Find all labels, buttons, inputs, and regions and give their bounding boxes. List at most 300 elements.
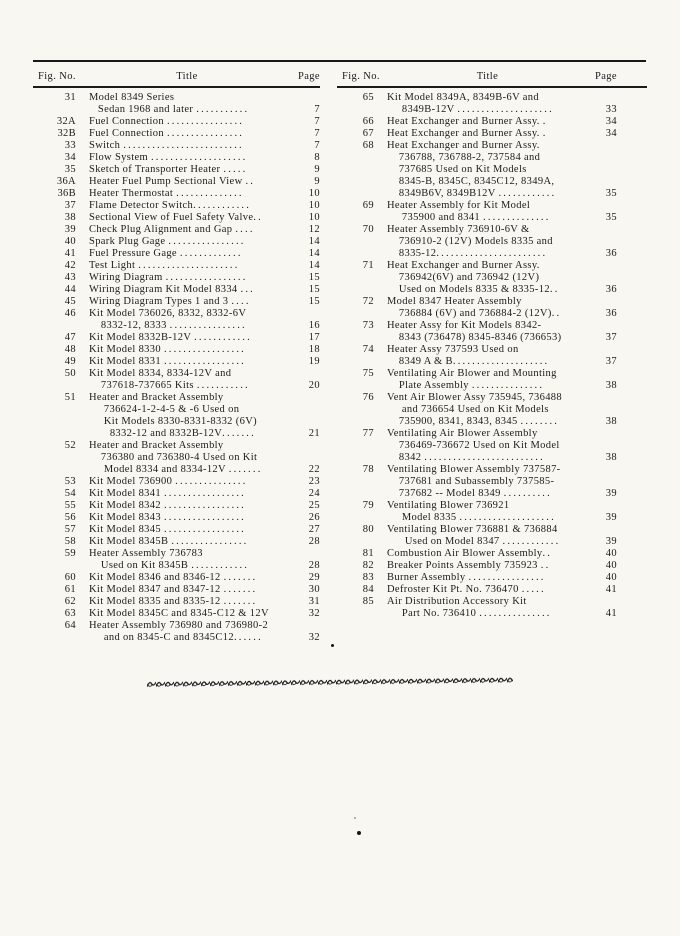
table-row (33, 548, 320, 572)
title-cell (387, 260, 591, 296)
title-line: 737618-737665 Kits ........... (89, 379, 250, 391)
title-line: Kit Model 736900 ............... (89, 475, 248, 487)
page-cell: 41 (605, 583, 617, 595)
page-cell: 36 (605, 283, 617, 295)
title-cell (89, 308, 294, 332)
title-line: Kit Model 8345B ................ (89, 535, 249, 547)
title-cell (387, 128, 591, 140)
title-line: 8343 (736478) 8345-8346 (736653) (387, 331, 562, 343)
table-row (337, 392, 647, 428)
header-page: Page (297, 70, 320, 82)
title-cell (387, 200, 591, 224)
page-cell: 39 (605, 535, 617, 547)
title-line: Test Light ..................... (89, 259, 240, 271)
column-header (33, 66, 320, 86)
title-line: Burner Assembly ................ (387, 571, 546, 583)
page-cell: 9 (314, 175, 320, 187)
table-row (337, 224, 647, 260)
table-row (33, 164, 320, 176)
page-cell: 24 (308, 487, 320, 499)
title-line: 8335-12....................... (387, 247, 548, 259)
title-line: Kit Model 8346 and 8346-12 ....... (89, 571, 258, 583)
fig-no-cell: 59 (64, 547, 76, 559)
fig-no-cell: 82 (362, 559, 374, 571)
page-cell: 15 (308, 283, 320, 295)
title-line: Kit Model 8332B-12V ............ (89, 331, 253, 343)
fig-no-cell: 33 (64, 139, 76, 151)
title-line: Fuel Connection ................ (89, 127, 245, 139)
title-line: 8345-B, 8345C, 8345C12, 8349A, (387, 175, 555, 187)
fig-no-cell: 49 (64, 355, 76, 367)
fig-no-cell: 38 (64, 211, 76, 223)
fig-no-cell: 31 (64, 91, 76, 103)
title-line: Part No. 736410 ............... (387, 607, 552, 619)
page-cell: 35 (605, 187, 617, 199)
title-cell (89, 476, 294, 488)
title-cell (89, 440, 294, 476)
title-cell (387, 548, 591, 560)
title-line: Defroster Kit Pt. No. 736470 ..... (387, 583, 546, 595)
page-cell: 14 (308, 259, 320, 271)
title-cell (387, 464, 591, 500)
fig-no-cell: 37 (64, 199, 76, 211)
title-cell (89, 200, 294, 212)
title-cell (89, 368, 294, 392)
toc-entries-right (337, 92, 647, 620)
scan-speck (354, 817, 356, 819)
title-line: Heat Exchanger and Burner Assy. . (387, 115, 546, 127)
title-cell (89, 596, 294, 608)
title-line: Sectional View of Fuel Safety Valve.. (89, 211, 263, 223)
fig-no-cell: 69 (362, 199, 374, 211)
table-row (337, 428, 647, 464)
table-row (33, 488, 320, 500)
fig-no-cell: 63 (64, 607, 76, 619)
title-line: 8349B6V, 8349B12V ............ (387, 187, 557, 199)
header-rule (33, 86, 320, 88)
fig-no-cell: 84 (362, 583, 374, 595)
fig-no-cell: 41 (64, 247, 76, 259)
title-line: Kit Model 8334, 8334-12V and (89, 367, 232, 379)
table-row (33, 476, 320, 488)
title-cell (89, 236, 294, 248)
title-line: Sedan 1968 and later ........... (89, 103, 250, 115)
title-line: Heater Assy 737593 Used on (387, 343, 519, 355)
scan-speck (331, 644, 334, 647)
header-title: Title (176, 70, 198, 82)
page-cell: 20 (308, 379, 320, 391)
page-cell: 31 (308, 595, 320, 607)
fig-no-cell: 35 (64, 163, 76, 175)
title-line: Flow System .................... (89, 151, 248, 163)
fig-no-cell: 85 (362, 595, 374, 607)
page-cell: 39 (605, 487, 617, 499)
title-cell (89, 224, 294, 236)
title-line: Ventilating Air Blower Assembly (387, 427, 538, 439)
title-line: 8332-12 and 8332B-12V....... (89, 427, 256, 439)
header-fig-no: Fig. No. (342, 70, 380, 82)
fig-no-cell: 58 (64, 535, 76, 547)
title-line: 736624-1-2-4-5 & -6 Used on (89, 403, 240, 415)
title-line: Kit Model 8335 and 8335-12 ....... (89, 595, 258, 607)
rope-divider-icon (147, 673, 513, 691)
page-cell: 37 (605, 331, 617, 343)
title-line: Kit Model 8347 and 8347-12 ....... (89, 583, 258, 595)
title-cell (89, 620, 294, 644)
title-line: Kit Model 736026, 8332, 8332-6V (89, 307, 247, 319)
fig-no-cell: 81 (362, 547, 374, 559)
page-cell: 28 (308, 559, 320, 571)
title-cell (89, 608, 294, 620)
title-line: and on 8345-C and 8345C12...... (89, 631, 263, 643)
table-row (33, 176, 320, 188)
page-cell: 19 (308, 355, 320, 367)
fig-no-cell: 52 (64, 439, 76, 451)
table-row (33, 500, 320, 512)
fig-no-cell: 79 (362, 499, 374, 511)
title-line: Combustion Air Blower Assembly.. (387, 547, 553, 559)
page-cell: 32 (308, 631, 320, 643)
fig-no-cell: 72 (362, 295, 374, 307)
table-row (337, 584, 647, 596)
fig-no-cell: 54 (64, 487, 76, 499)
title-cell (89, 524, 294, 536)
title-line: Fuel Connection ................ (89, 115, 245, 127)
title-cell (387, 572, 591, 584)
page-cell: 25 (308, 499, 320, 511)
title-line: Kit Model 8345C and 8345-C12 & 12V (89, 607, 269, 619)
fig-no-cell: 60 (64, 571, 76, 583)
fig-no-cell: 73 (362, 319, 374, 331)
title-line: 8342 ......................... (387, 451, 545, 463)
title-line: Heater Assembly 736980 and 736980-2 (89, 619, 269, 631)
table-row (33, 224, 320, 236)
page-cell: 16 (308, 319, 320, 331)
table-row (33, 596, 320, 608)
header-fig-no: Fig. No. (38, 70, 76, 82)
title-line: Kit Model 8331 ................. (89, 355, 246, 367)
fig-no-cell: 36B (57, 187, 76, 199)
table-row (33, 368, 320, 392)
title-cell (89, 116, 294, 128)
page-cell: 37 (605, 355, 617, 367)
fig-no-cell: 44 (64, 283, 76, 295)
title-line: 736380 and 736380-4 Used on Kit (89, 451, 258, 463)
page-cell: 12 (308, 223, 320, 235)
title-line: 8349 A & B.................... (387, 355, 550, 367)
page-cell: 32 (308, 607, 320, 619)
table-row (337, 500, 647, 524)
title-line: Breaker Points Assembly 735923 .. (387, 559, 551, 571)
page-cell: 41 (605, 607, 617, 619)
page-cell: 33 (605, 103, 617, 115)
fig-no-cell: 75 (362, 367, 374, 379)
table-row (33, 248, 320, 260)
fig-no-cell: 71 (362, 259, 374, 271)
title-cell (89, 272, 294, 284)
fig-no-cell: 67 (362, 127, 374, 139)
title-line: 735900, 8341, 8343, 8345 ........ (387, 415, 560, 427)
title-line: Model 8349 Series (89, 91, 175, 103)
fig-no-cell: 32A (56, 115, 76, 127)
page-cell: 39 (605, 511, 617, 523)
page-cell: 7 (314, 139, 320, 151)
page-cell: 15 (308, 295, 320, 307)
fig-no-cell: 77 (362, 427, 374, 439)
page-cell: 14 (308, 235, 320, 247)
table-row (337, 524, 647, 548)
table-row (33, 152, 320, 164)
fig-no-cell: 55 (64, 499, 76, 511)
table-row (337, 560, 647, 572)
title-line: Heater and Bracket Assembly (89, 439, 224, 451)
title-line: Kit Model 8345 ................. (89, 523, 246, 535)
title-cell (89, 548, 294, 572)
page-cell: 7 (314, 103, 320, 115)
header-page: Page (594, 70, 617, 82)
fig-no-cell: 42 (64, 259, 76, 271)
title-cell (89, 212, 294, 224)
table-row (33, 524, 320, 536)
title-line: 736788, 736788-2, 737584 and (387, 151, 541, 163)
fig-no-cell: 48 (64, 343, 76, 355)
title-line: Spark Plug Gage ................ (89, 235, 246, 247)
title-cell (89, 260, 294, 272)
title-line: and 736654 Used on Kit Models (387, 403, 549, 415)
title-line: Vent Air Blower Assy 735945, 736488 (387, 391, 562, 403)
fig-no-cell: 65 (362, 91, 374, 103)
table-row (33, 188, 320, 200)
table-row (337, 260, 647, 296)
title-line: 8332-12, 8333 ................ (89, 319, 247, 331)
title-cell (387, 368, 591, 392)
title-cell (89, 92, 294, 116)
title-cell (89, 392, 294, 440)
fig-no-cell: 64 (64, 619, 76, 631)
table-row (33, 440, 320, 476)
title-line: 737682 -- Model 8349 .......... (387, 487, 552, 499)
title-line: Ventilating Blower 736921 (387, 499, 510, 511)
title-cell (387, 500, 591, 524)
title-cell (89, 584, 294, 596)
page-cell: 40 (605, 547, 617, 559)
title-cell (387, 320, 591, 344)
fig-no-cell: 45 (64, 295, 76, 307)
page-cell: 21 (308, 427, 320, 439)
table-row (337, 344, 647, 368)
page-cell: 30 (308, 583, 320, 595)
table-row (337, 140, 647, 200)
toc-column-right (337, 66, 647, 620)
page-cell: 40 (605, 571, 617, 583)
title-cell (89, 488, 294, 500)
page-cell: 34 (605, 127, 617, 139)
title-line: Heat Exchanger and Burner Assy. (387, 139, 540, 151)
fig-no-cell: 62 (64, 595, 76, 607)
title-cell (387, 584, 591, 596)
table-row (33, 344, 320, 356)
title-line: Fuel Pressure Gage ............. (89, 247, 243, 259)
table-row (33, 200, 320, 212)
title-cell (387, 344, 591, 368)
table-row (337, 296, 647, 320)
title-line: Heater Assembly 736783 (89, 547, 203, 559)
title-line: Heater and Bracket Assembly (89, 391, 224, 403)
title-cell (89, 332, 294, 344)
fig-no-cell: 56 (64, 511, 76, 523)
title-line: Kit Model 8349A, 8349B-6V and (387, 91, 539, 103)
title-cell (89, 344, 294, 356)
title-cell (387, 392, 591, 428)
title-cell (89, 188, 294, 200)
title-line: 8349B-12V .................... (387, 103, 554, 115)
title-cell (89, 284, 294, 296)
table-row (33, 332, 320, 344)
table-row (33, 260, 320, 272)
title-line: 736884 (6V) and 736884-2 (12V).. (387, 307, 562, 319)
table-row (33, 308, 320, 332)
title-line: Air Distribution Accessory Kit (387, 595, 527, 607)
page-cell: 22 (308, 463, 320, 475)
page-cell: 28 (308, 535, 320, 547)
fig-no-cell: 68 (362, 139, 374, 151)
table-row (33, 572, 320, 584)
page-cell: 8 (314, 151, 320, 163)
fig-no-cell: 50 (64, 367, 76, 379)
table-row (337, 92, 647, 116)
page-cell: 36 (605, 307, 617, 319)
page-cell: 7 (314, 115, 320, 127)
title-line: 736942(6V) and 736942 (12V) (387, 271, 540, 283)
toc-column-left (33, 66, 320, 644)
fig-no-cell: 39 (64, 223, 76, 235)
title-line: Model 8334 and 8334-12V ....... (89, 463, 263, 475)
fig-no-cell: 32B (57, 127, 76, 139)
title-line: 736469-736672 Used on Kit Model (387, 439, 560, 451)
title-line: Model 8347 Heater Assembly (387, 295, 522, 307)
title-line: Heater Fuel Pump Sectional View .. (89, 175, 256, 187)
fig-no-cell: 66 (362, 115, 374, 127)
page-cell: 9 (314, 163, 320, 175)
title-cell (89, 164, 294, 176)
title-line: Wiring Diagram Kit Model 8334 ... (89, 283, 255, 295)
header-title: Title (476, 70, 499, 82)
table-row (33, 128, 320, 140)
page-cell: 10 (308, 199, 320, 211)
title-cell (89, 176, 294, 188)
title-line: Kit Models 8330-8331-8332 (6V) (89, 415, 257, 427)
title-cell (387, 92, 591, 116)
table-row (33, 140, 320, 152)
table-row (33, 212, 320, 224)
fig-no-cell: 80 (362, 523, 374, 535)
table-row (337, 128, 647, 140)
title-cell (89, 536, 294, 548)
fig-no-cell: 43 (64, 271, 76, 283)
table-row (337, 572, 647, 584)
title-line: Switch ......................... (89, 139, 244, 151)
page-cell: 7 (314, 127, 320, 139)
title-line: Heater Thermostat .............. (89, 187, 244, 199)
table-row (33, 608, 320, 620)
table-row (337, 548, 647, 560)
page-cell: 27 (308, 523, 320, 535)
page-cell: 29 (308, 571, 320, 583)
page-cell: 10 (308, 211, 320, 223)
fig-no-cell: 70 (362, 223, 374, 235)
fig-no-cell: 46 (64, 307, 76, 319)
column-header (337, 66, 647, 86)
title-cell (387, 296, 591, 320)
fig-no-cell: 83 (362, 571, 374, 583)
table-row (33, 116, 320, 128)
title-cell (89, 512, 294, 524)
title-line: Used on Model 8347 ............ (387, 535, 561, 547)
page-cell: 17 (308, 331, 320, 343)
title-line: Ventilating Blower 736881 & 736884 (387, 523, 558, 535)
title-line: Ventilating Blower Assembly 737587- (387, 463, 561, 475)
page-cell: 15 (308, 271, 320, 283)
title-line: Used on Kit 8345B ............ (89, 559, 250, 571)
page-cell: 38 (605, 415, 617, 427)
title-cell (89, 248, 294, 260)
title-line: Sketch of Transporter Heater ..... (89, 163, 248, 175)
title-line: Plate Assembly ............... (387, 379, 545, 391)
title-cell (89, 356, 294, 368)
title-cell (89, 128, 294, 140)
fig-no-cell: 78 (362, 463, 374, 475)
fig-no-cell: 53 (64, 475, 76, 487)
title-line: 735900 and 8341 .............. (387, 211, 551, 223)
fig-no-cell: 36A (56, 175, 76, 187)
page-cell: 10 (308, 187, 320, 199)
toc-entries-left (33, 92, 320, 644)
fig-no-cell: 74 (362, 343, 374, 355)
table-row (337, 464, 647, 500)
fig-no-cell: 57 (64, 523, 76, 535)
table-row (33, 584, 320, 596)
title-line: Kit Model 8330 ................. (89, 343, 246, 355)
fig-no-cell: 51 (64, 391, 76, 403)
page-cell: 23 (308, 475, 320, 487)
table-row (33, 236, 320, 248)
title-line: 737681 and Subassembly 737585- (387, 475, 555, 487)
title-cell (89, 140, 294, 152)
page-cell: 35 (605, 211, 617, 223)
table-row (337, 368, 647, 392)
top-rule (33, 60, 646, 62)
table-row (33, 536, 320, 548)
title-line: Heat Exchanger and Burner Assy. . (387, 127, 546, 139)
title-cell (89, 152, 294, 164)
page-cell: 14 (308, 247, 320, 259)
title-cell (89, 500, 294, 512)
title-line: Ventilating Air Blower and Mounting (387, 367, 557, 379)
table-row (33, 512, 320, 524)
title-cell (387, 224, 591, 260)
page-cell: 26 (308, 511, 320, 523)
header-rule (337, 86, 647, 88)
title-line: Wiring Diagram Types 1 and 3 .... (89, 295, 251, 307)
title-line: Wiring Diagram ................. (89, 271, 248, 283)
fig-no-cell: 47 (64, 331, 76, 343)
fig-no-cell: 76 (362, 391, 374, 403)
title-cell (387, 116, 591, 128)
title-cell (387, 524, 591, 548)
title-line: Flame Detector Switch............ (89, 199, 252, 211)
page-cell: 40 (605, 559, 617, 571)
table-row (337, 596, 647, 620)
